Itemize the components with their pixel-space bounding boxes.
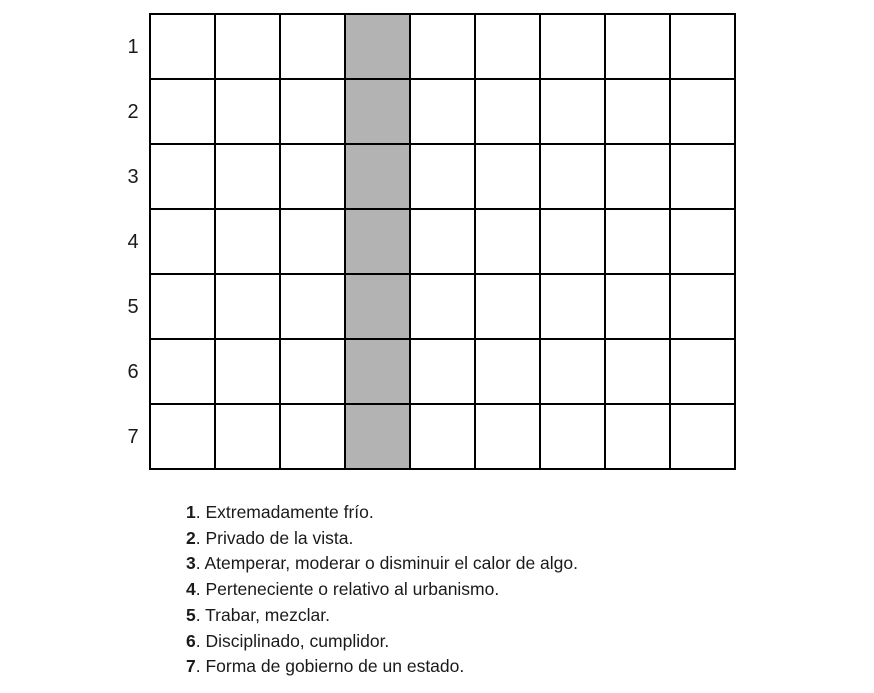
- grid-cell[interactable]: [281, 80, 346, 145]
- grid-cell[interactable]: [151, 340, 216, 405]
- clue-text: . Disciplinado, cumplidor.: [195, 630, 390, 651]
- grid-cell[interactable]: [476, 80, 541, 145]
- grid-cell[interactable]: [476, 340, 541, 405]
- clue-number: 6: [186, 630, 196, 651]
- grid-cell[interactable]: [476, 15, 541, 80]
- grid-cell[interactable]: [541, 340, 606, 405]
- grid-cell[interactable]: [606, 405, 671, 470]
- grid-cell[interactable]: [216, 210, 281, 275]
- clue-item-4: [186, 577, 578, 603]
- clue-text: . Privado de la vista.: [195, 527, 354, 548]
- grid-cell[interactable]: [216, 15, 281, 80]
- grid-cell[interactable]: [541, 15, 606, 80]
- grid-cell[interactable]: [541, 210, 606, 275]
- grid-cell[interactable]: [281, 340, 346, 405]
- grid-cell-highlighted[interactable]: [346, 80, 411, 145]
- grid-cell[interactable]: [281, 275, 346, 340]
- clue-item-6: [186, 629, 578, 655]
- grid-cell[interactable]: [541, 405, 606, 470]
- row-label-4: 4: [127, 231, 139, 253]
- grid-cell[interactable]: [281, 405, 346, 470]
- clue-number: 3: [186, 553, 196, 574]
- grid-cell[interactable]: [476, 275, 541, 340]
- clue-item-7: [186, 654, 578, 680]
- grid-cell[interactable]: [606, 210, 671, 275]
- grid-cell[interactable]: [151, 405, 216, 470]
- clue-item-1: [186, 500, 578, 526]
- clue-text: . Trabar, mezclar.: [195, 604, 330, 625]
- grid-cell[interactable]: [151, 275, 216, 340]
- grid-cell[interactable]: [216, 145, 281, 210]
- clue-text: . Perteneciente o relativo al urbanismo.: [195, 579, 500, 600]
- grid-cell[interactable]: [671, 145, 736, 210]
- grid-cell[interactable]: [606, 340, 671, 405]
- grid-cell[interactable]: [671, 405, 736, 470]
- clue-text: . Extremadamente frío.: [195, 502, 374, 522]
- clue-item-3: [186, 551, 578, 577]
- clue-number: 4: [186, 579, 196, 600]
- grid-cell[interactable]: [671, 80, 736, 145]
- grid-cell-highlighted[interactable]: [346, 210, 411, 275]
- clue-number: 2: [186, 527, 196, 548]
- grid-cell[interactable]: [216, 340, 281, 405]
- grid-cell[interactable]: [151, 15, 216, 80]
- grid-cell[interactable]: [476, 210, 541, 275]
- grid-cell[interactable]: [476, 145, 541, 210]
- grid-cell[interactable]: [541, 145, 606, 210]
- grid-cell[interactable]: [151, 210, 216, 275]
- grid-cell[interactable]: [151, 80, 216, 145]
- grid-cell-highlighted[interactable]: [346, 15, 411, 80]
- row-label-6: 6: [127, 361, 139, 383]
- clue-list: [186, 500, 578, 680]
- grid-cell[interactable]: [671, 340, 736, 405]
- grid-cell[interactable]: [671, 15, 736, 80]
- grid-cell[interactable]: [216, 275, 281, 340]
- row-label-3: 3: [127, 166, 139, 188]
- clue-text: . Atemperar, moderar o disminuir el calor de algo.: [195, 553, 578, 574]
- grid-cell[interactable]: [411, 210, 476, 275]
- grid-cell[interactable]: [671, 275, 736, 340]
- grid-cell[interactable]: [216, 405, 281, 470]
- grid-cell-highlighted[interactable]: [346, 275, 411, 340]
- grid-cell[interactable]: [281, 145, 346, 210]
- grid-cell[interactable]: [411, 145, 476, 210]
- grid-cell[interactable]: [541, 275, 606, 340]
- grid-cell[interactable]: [411, 80, 476, 145]
- grid-cell[interactable]: [281, 15, 346, 80]
- grid-cell[interactable]: [606, 145, 671, 210]
- grid-cell-highlighted[interactable]: [346, 340, 411, 405]
- grid-cell[interactable]: [411, 275, 476, 340]
- grid-cell[interactable]: [151, 145, 216, 210]
- grid-cell[interactable]: [411, 340, 476, 405]
- clue-number: 7: [186, 656, 196, 677]
- clue-text: . Forma de gobierno de un estado.: [195, 656, 465, 677]
- grid-cell[interactable]: [411, 405, 476, 470]
- row-label-2: 2: [127, 101, 139, 123]
- clue-number: 5: [186, 604, 196, 625]
- grid-cell[interactable]: [411, 15, 476, 80]
- row-label-7: 7: [127, 426, 139, 448]
- row-label-5: 5: [127, 296, 139, 318]
- grid-cell[interactable]: [476, 405, 541, 470]
- row-label-1: 1: [127, 36, 139, 58]
- grid-cell[interactable]: [216, 80, 281, 145]
- clue-item-2: [186, 526, 578, 552]
- clue-number: 1: [186, 502, 196, 522]
- grid-cell[interactable]: [606, 15, 671, 80]
- grid-cell[interactable]: [671, 210, 736, 275]
- grid-cell[interactable]: [606, 275, 671, 340]
- grid-cell-highlighted[interactable]: [346, 145, 411, 210]
- clue-item-5: [186, 603, 578, 629]
- crossword-grid: [149, 13, 736, 470]
- grid-cell[interactable]: [606, 80, 671, 145]
- grid-cell[interactable]: [541, 80, 606, 145]
- grid-cell[interactable]: [281, 210, 346, 275]
- grid-cell-highlighted[interactable]: [346, 405, 411, 470]
